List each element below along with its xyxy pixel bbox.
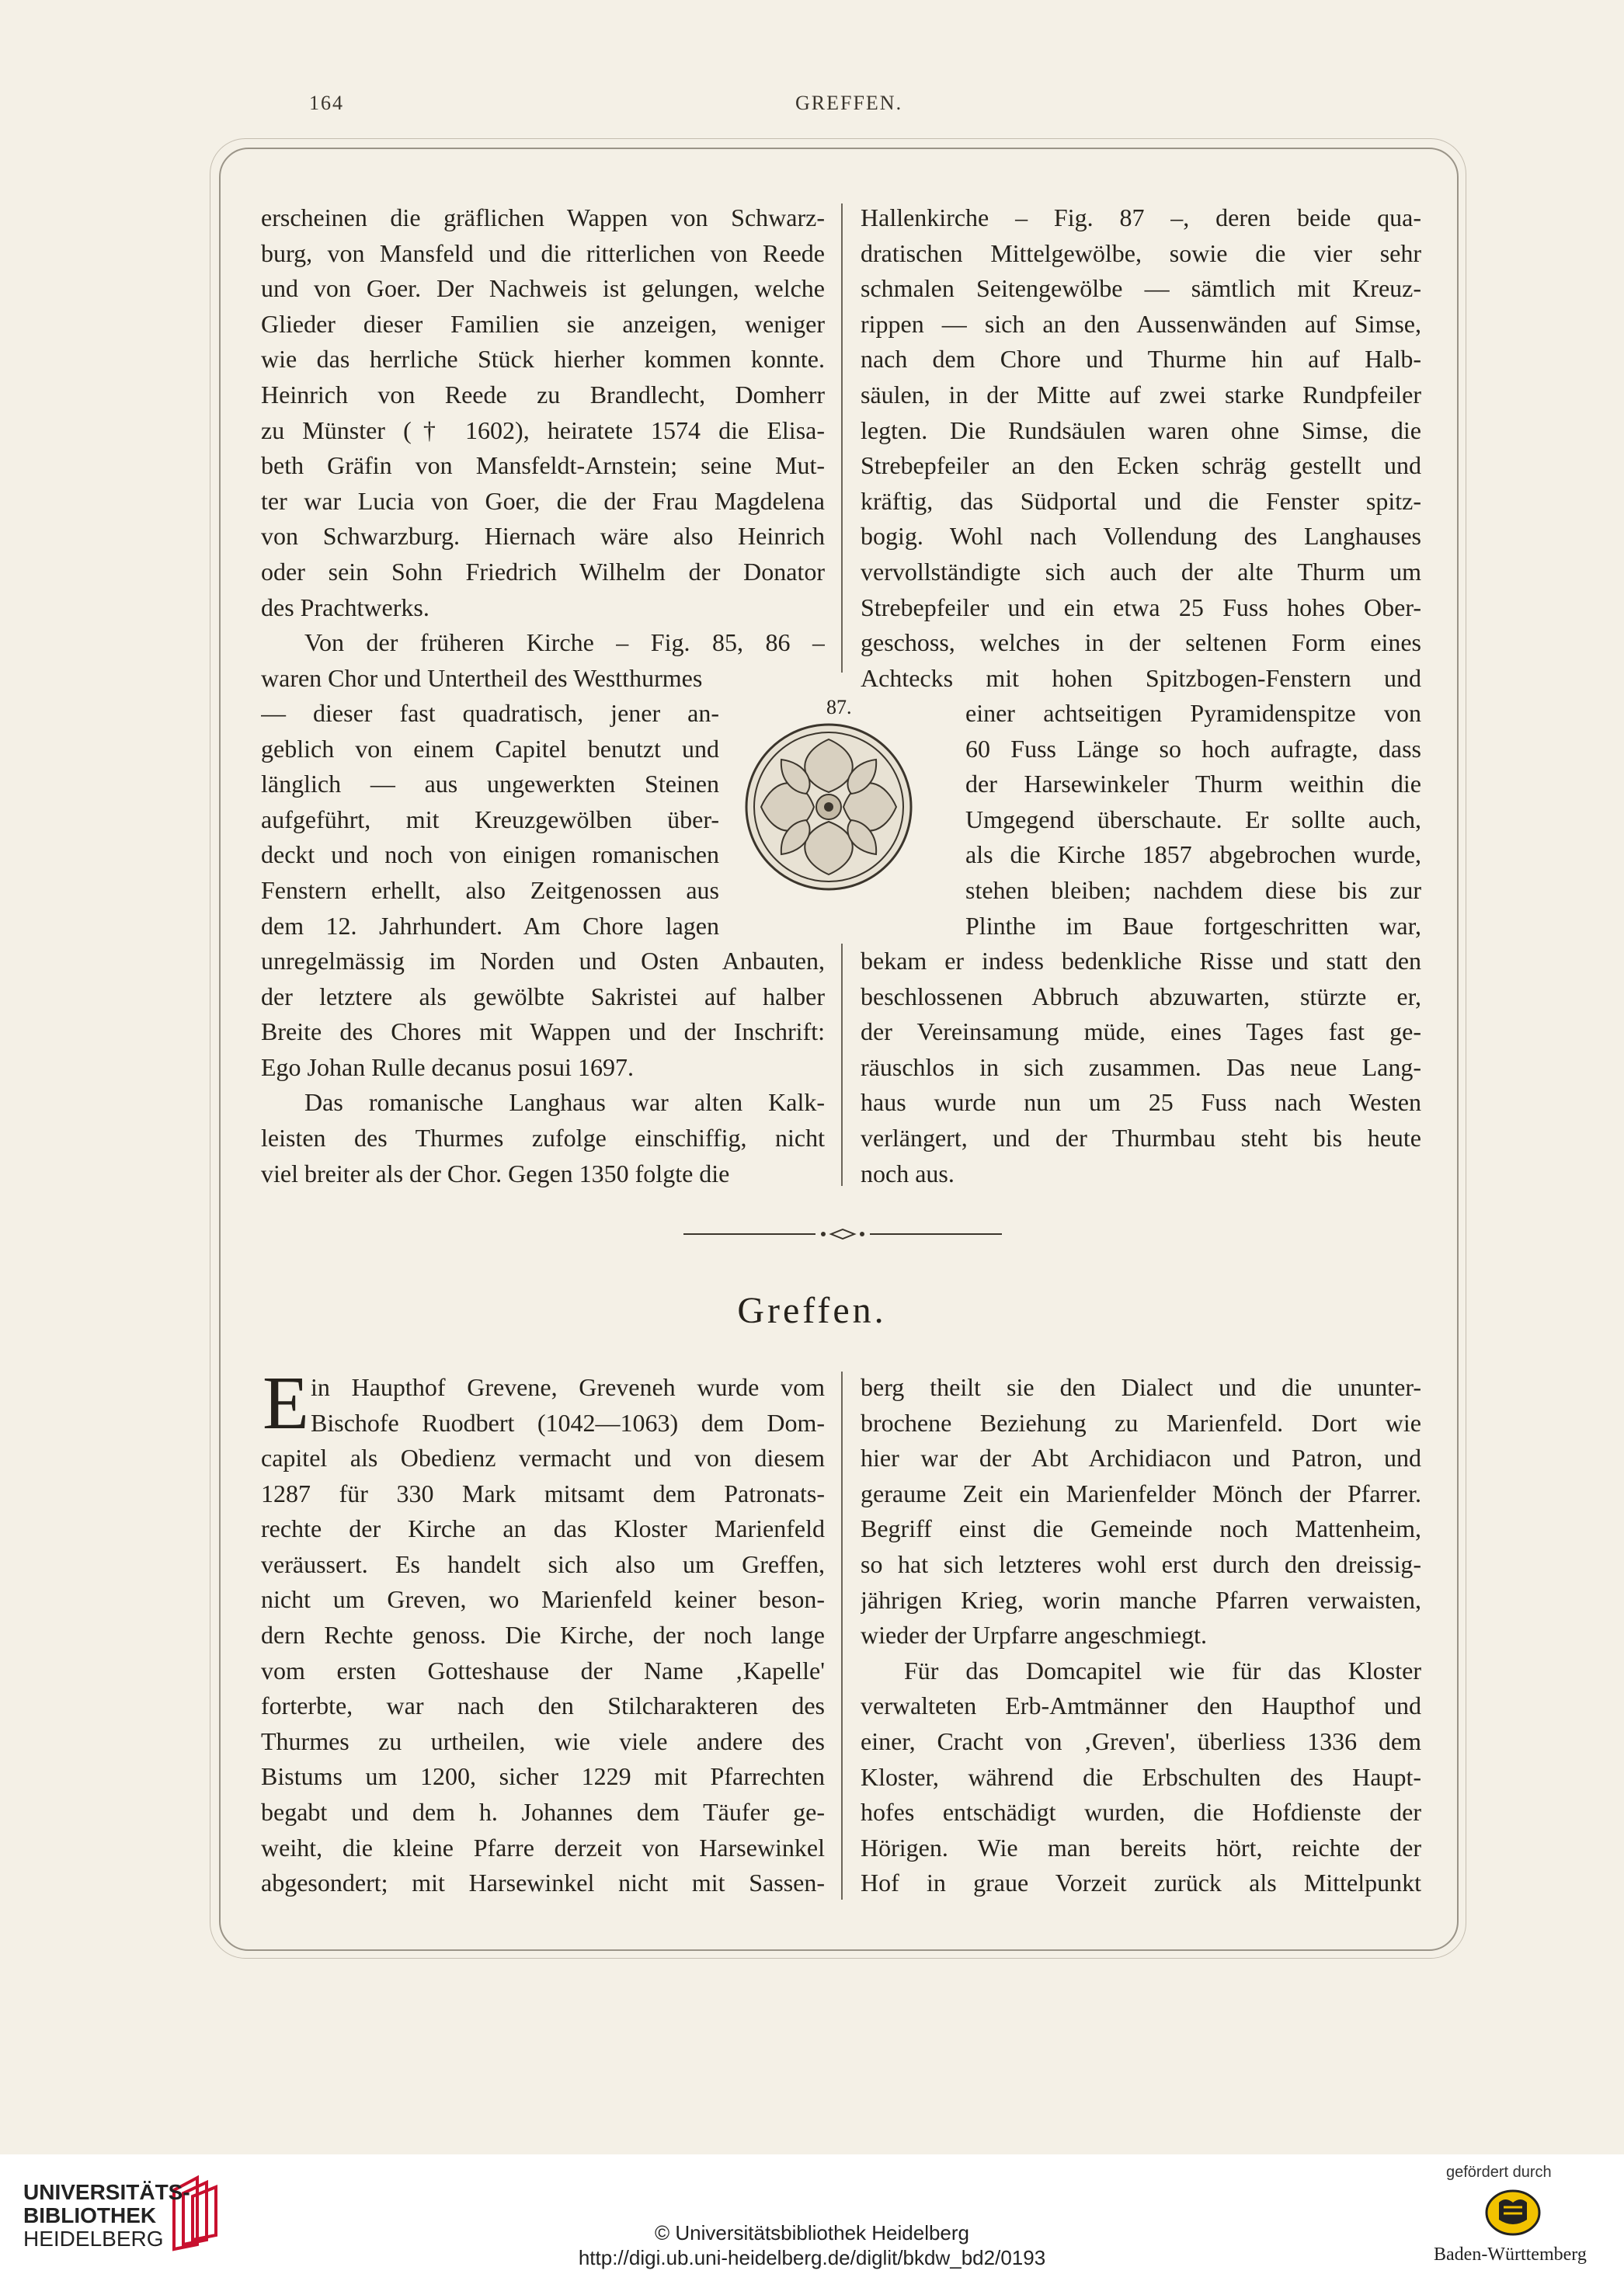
text-line: Für das Domcapitel wie für das Kloster	[904, 1656, 1421, 1685]
text-line: vom ersten Gotteshause der Name ‚Kapelle'	[261, 1656, 825, 1685]
text-line: Plinthe im Baue fortgeschritten war,	[965, 911, 1421, 940]
text-line: hofes entschädigt wurden, die Hofdienste der	[861, 1798, 1421, 1827]
lower-left-first-lines	[311, 1370, 825, 1441]
text-line: capitel als Obedienz vermacht und von diesem	[261, 1444, 825, 1472]
text-line: rippen — sich an den Aussenwänden auf Simse,	[861, 309, 1421, 338]
text-line: nach dem Chore und Thurme hin auf Halb-	[861, 345, 1421, 374]
text-line: begabt und dem h. Johannes dem Täufer ge-	[261, 1797, 825, 1826]
text-line: Hörigen. Wie man bereits hört, reichte der	[861, 1833, 1421, 1862]
rosette-ornament-icon	[744, 722, 913, 892]
upper-left-column	[261, 200, 825, 696]
state-coat-of-arms-icon	[1482, 2185, 1544, 2240]
text-line: in Haupthof Grevene, Greveneh wurde vom	[311, 1373, 825, 1401]
text-line: unregelmässig im Norden und Osten Anbauten,	[261, 947, 825, 975]
text-line: jährigen Krieg, worin manche Pfarren verwaisten,	[861, 1585, 1421, 1614]
column-rule-bottom	[841, 944, 843, 1186]
text-line: abgesondert; mit Harsewinkel nicht mit Sassen-	[261, 1869, 825, 1897]
section-title: Greffen.	[737, 1290, 887, 1331]
text-line: 60 Fuss Länge so hoch aufragte, dass	[965, 734, 1421, 763]
page-number: 164	[309, 92, 344, 114]
text-line: haus wurde nun um 25 Fuss nach Westen	[861, 1088, 1421, 1117]
text-line: beschlossenen Abbruch abzuwarten, stürzte er,	[861, 982, 1421, 1010]
text-line: verlängert, und der Thurmbau steht bis heute	[861, 1123, 1421, 1152]
text-line: leisten des Thurmes zufolge einschiffig, nicht	[261, 1123, 825, 1152]
text-line: 1287 für 330 Mark mitsamt dem Patronats-	[261, 1479, 825, 1507]
text-line: so hat sich letzteres wohl erst durch den dreissig-	[861, 1549, 1421, 1578]
text-line: aufgeführt, mit Kreuzgewölben über-	[261, 805, 719, 833]
text-line: säulen, in der Mitte auf zwei starke Rundpfeiler	[861, 380, 1421, 409]
text-line: Glieder dieser Familien sie anzeigen, weniger	[261, 309, 825, 338]
text-line: Das romanische Langhaus war alten Kalk-	[304, 1088, 825, 1117]
text-line: Hof in graue Vorzeit zurück als Mittelpunkt	[861, 1869, 1421, 1897]
text-line: Breite des Chores mit Wappen und der Inschrift:	[261, 1017, 825, 1046]
text-line: berg theilt sie den Dialect und die ununter-	[861, 1373, 1421, 1401]
text-line: Strebepfeiler an den Ecken schräg gestellt und	[861, 451, 1421, 480]
text-line: forterbte, war nach den Stilcharakteren des	[261, 1692, 825, 1720]
funded-by-label: gefördert durch	[1446, 2164, 1552, 2181]
upper-left-bottom	[261, 944, 825, 1191]
text-line: weiht, die kleine Pfarre derzeit von Harsewinkel	[261, 1833, 825, 1862]
text-line: der letztere als gewölbte Sakristei auf halber	[261, 982, 825, 1010]
text-line: Fenstern erhellt, also Zeitgenossen aus	[261, 875, 719, 904]
text-line: schmalen Seitengewölbe — sämtlich mit Kreuz-	[861, 274, 1421, 303]
text-line: veräussert. Es handelt sich also um Greffen,	[261, 1549, 825, 1578]
text-line: von Schwarzburg. Hiernach wäre also Heinrich	[261, 522, 825, 551]
text-line: Heinrich von Reede zu Brandlecht, Domherr	[261, 380, 825, 409]
drop-capital: E	[263, 1361, 309, 1445]
running-title: GREFFEN.	[795, 92, 903, 114]
text-line: oder sein Sohn Friedrich Wilhelm der Donator	[261, 557, 825, 586]
text-line: legten. Die Rundsäulen waren ohne Simse, die	[861, 416, 1421, 444]
upper-right-column	[861, 200, 1421, 696]
copyright-notice: © Universitätsbibliothek Heidelberg	[654, 2221, 970, 2244]
text-line: bogig. Wohl nach Vollendung des Langhauses	[861, 522, 1421, 551]
text-line: bekam er indess bedenkliche Risse und statt den	[861, 947, 1421, 975]
text-line: Begriff einst die Gemeinde noch Mattenheim,	[861, 1514, 1421, 1543]
library-line-3: HEIDELBERG	[23, 2227, 164, 2251]
text-line: wieder der Urpfarre angeschmiegt.	[861, 1621, 1207, 1650]
text-line: der Vereinsamung müde, eines Tages fast ge-	[861, 1017, 1421, 1046]
text-line: Thurmes zu urtheilen, wie viele andere des	[261, 1726, 825, 1755]
text-line: Von der früheren Kirche – Fig. 85, 86 –	[304, 628, 825, 657]
text-line: einer achtseitigen Pyramidenspitze von	[965, 699, 1421, 727]
state-name: Baden-Württemberg	[1434, 2244, 1587, 2265]
text-line: geblich von einem Capitel benutzt und	[261, 734, 719, 763]
text-line: rechte der Kirche an das Kloster Marienfeld	[261, 1514, 825, 1543]
text-line: und von Goer. Der Nachweis ist gelungen, welche	[261, 274, 825, 303]
text-line: kräftig, das Südportal und die Fenster spitz-	[861, 486, 1421, 515]
library-line-1: UNIVERSITÄTS-	[23, 2180, 190, 2204]
text-line: stehen bleiben; nachdem diese bis zur	[965, 875, 1421, 904]
upper-right-bottom	[861, 944, 1421, 1191]
text-line: länglich — aus ungewerkten Steinen	[261, 770, 719, 798]
text-line: verwalteten Erb-Amtmänner den Haupthof und	[861, 1692, 1421, 1720]
text-line: deckt und noch von einigen romanischen	[261, 840, 719, 869]
text-line: wie das herrliche Stück hierher kommen konnte.	[261, 345, 825, 374]
text-line: räuschlos in sich zusammen. Das neue Lang-	[861, 1052, 1421, 1081]
text-line: viel breiter als der Chor. Gegen 1350 folgte die	[261, 1159, 730, 1187]
text-line: waren Chor und Untertheil des Westthurmes	[261, 663, 703, 692]
text-line: Umgegend überschaute. Er sollte auch,	[965, 805, 1421, 833]
text-line: dratischen Mittelgewölbe, sowie die vier sehr	[861, 238, 1421, 267]
text-line: — dieser fast quadratisch, jener an-	[261, 699, 719, 727]
column-rule-lower	[841, 1372, 843, 1900]
text-line: Achtecks mit hohen Spitzbogen-Fenstern und	[861, 663, 1421, 692]
text-line: erscheinen die gräflichen Wappen von Schwarz-	[261, 203, 825, 231]
text-line: beth Gräfin von Mansfeldt-Arnstein; seine Mut-	[261, 451, 825, 480]
text-line: Bischofe Ruodbert (1042—1063) dem Dom-	[311, 1408, 825, 1437]
text-line: zu Münster († 1602), heiratete 1574 die Elisa-	[261, 416, 825, 444]
upper-left-wrap	[261, 696, 719, 944]
text-line: dem 12. Jahrhundert. Am Chore lagen	[261, 911, 719, 940]
lower-left-column	[261, 1441, 825, 1901]
text-line: nicht um Greven, wo Marienfeld keiner beson-	[261, 1585, 825, 1614]
text-line: hier war der Abt Archidiacon und Patron, und	[861, 1444, 1421, 1473]
text-line: Bistums um 1200, sicher 1229 mit Pfarrechten	[261, 1762, 825, 1791]
upper-right-wrap	[965, 696, 1421, 944]
text-line: dern Rechte genoss. Die Kirche, der noch lange	[261, 1620, 825, 1649]
text-line: der Harsewinkeler Thurm weithin die	[965, 770, 1421, 798]
text-line: noch aus.	[861, 1159, 955, 1187]
text-line: Strebepfeiler und ein etwa 25 Fuss hohes Ober-	[861, 593, 1421, 621]
permalink[interactable]: http://digi.ub.uni-heidelberg.de/diglit/bkdw_bd2/0193	[578, 2246, 1046, 2269]
section-divider-ornament	[683, 1229, 1002, 1240]
text-line: burg, von Mansfeld und die ritterlichen von Reede	[261, 238, 825, 267]
lower-right-column	[861, 1370, 1421, 1901]
text-line: ter war Lucia von Goer, die der Frau Magdelena	[261, 486, 825, 515]
text-line: Ego Johan Rulle decanus posui 1697.	[261, 1052, 634, 1081]
text-line: geraume Zeit ein Marienfelder Mönch der Pfarrer.	[861, 1479, 1421, 1507]
text-line: als die Kirche 1857 abgebrochen wurde,	[965, 840, 1421, 869]
text-line: einer, Cracht von ‚Greven', überliess 1336 dem	[861, 1726, 1421, 1755]
text-line: des Prachtwerks.	[261, 593, 429, 621]
library-line-2: BIBLIOTHEK	[23, 2203, 157, 2227]
column-rule-top	[841, 203, 843, 673]
text-line: Kloster, während die Erbschulten des Haupt-	[861, 1762, 1421, 1791]
text-line: vervollständigte sich auch der alte Thurm um	[861, 557, 1421, 586]
text-line: brochene Beziehung zu Marienfeld. Dort wie	[861, 1408, 1421, 1437]
figure-label: 87.	[826, 696, 852, 718]
text-line: geschoss, welches in der seltenen Form eines	[861, 628, 1421, 657]
text-line: Hallenkirche – Fig. 87 –, deren beide qua-	[861, 203, 1421, 231]
